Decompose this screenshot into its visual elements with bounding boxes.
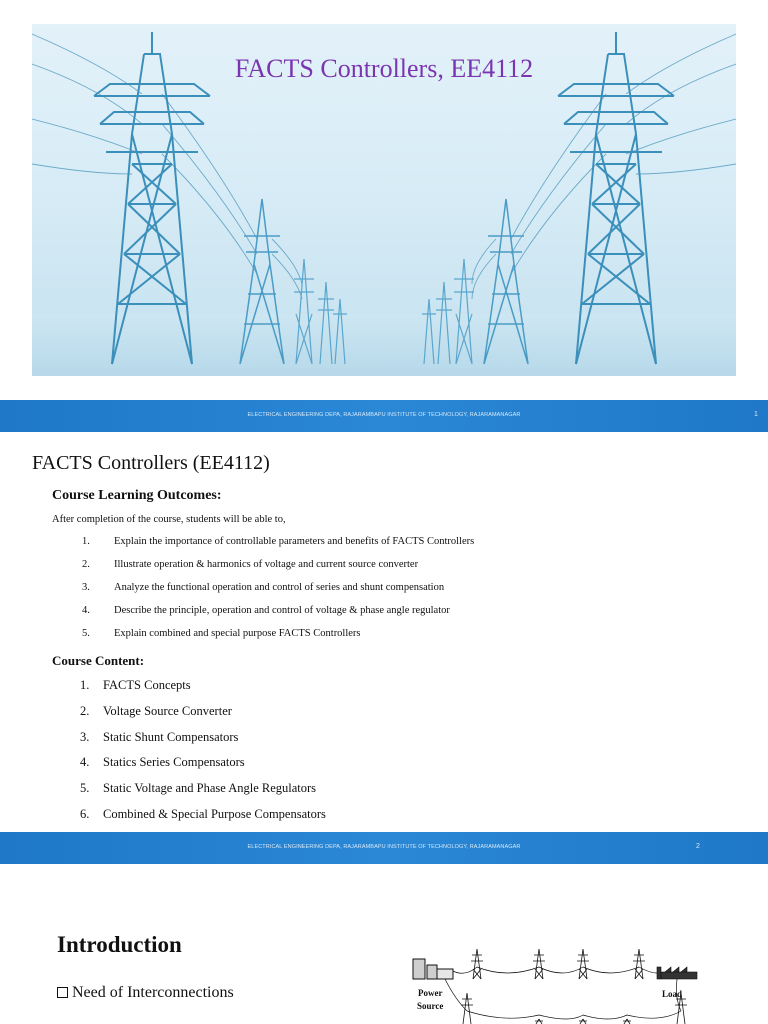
footer-text: ELECTRICAL ENGINEERING DEPA, RAJARAMBAPU INSTITUTE OF TECHNOLOGY, RAJARAMANAGAR — [247, 412, 521, 418]
pylon-icon — [461, 949, 687, 1024]
footer-text: ELECTRICAL ENGINEERING DEPA, RAJARAMBAPU INSTITUTE OF TECHNOLOGY, RAJARAMANAGAR — [247, 844, 521, 850]
list-item: 2. Voltage Source Converter — [80, 703, 232, 718]
list-item: 6. Combined & Special Purpose Compensators — [80, 806, 326, 821]
title-banner — [32, 24, 736, 376]
outcomes-heading: Course Learning Outcomes: — [52, 488, 222, 503]
bullet-item: Need of Interconnections — [57, 984, 234, 1002]
slide-1-title: FACTS Controllers, EE4112 — [234, 54, 534, 83]
content-list — [52, 678, 732, 833]
list-item: 3. Static Shunt Compensators — [80, 729, 239, 744]
list-item: 4. Statics Series Compensators — [80, 755, 245, 770]
slide-2 — [0, 432, 768, 864]
slide-3-title: Introduction — [57, 932, 182, 957]
slide-2-title: FACTS Controllers (EE4112) — [32, 452, 270, 474]
factory-icon — [657, 967, 697, 979]
checkbox-bullet-icon — [57, 987, 68, 998]
list-item: 5. Static Voltage and Phase Angle Regulators — [80, 781, 317, 796]
list-item: 1. Explain the importance of controllable parameters and benefits of FACTS Controllers — [82, 536, 475, 547]
list-item: 3. Analyze the functional operation and control of series and shunt compensation — [82, 582, 445, 593]
interconnection-diagram — [405, 939, 705, 1024]
list-item: 2. Illustrate operation & harmonics of voltage and current source converter — [82, 559, 419, 570]
load-label: Load — [662, 989, 683, 999]
slide-3 — [0, 864, 768, 1024]
outcomes-intro: After completion of the course, students will be able to, — [52, 514, 286, 525]
page-number: 1 — [754, 411, 758, 418]
content-heading: Course Content: — [52, 653, 145, 668]
power-source-label: Power — [418, 988, 443, 998]
list-item: 1. FACTS Concepts — [80, 678, 191, 692]
slide-1-footer — [0, 400, 768, 432]
power-plant-icon — [413, 959, 453, 979]
slide-2-footer — [0, 832, 768, 864]
power-source-label: Source — [417, 1001, 444, 1011]
page-number: 2 — [696, 843, 700, 850]
slide-1 — [0, 0, 768, 432]
list-item: 4. Describe the principle, operation and control of voltage & phase angle regulator — [82, 605, 450, 616]
list-item: 5. Explain combined and special purpose FACTS Controllers — [82, 628, 361, 639]
outcomes-list — [52, 536, 732, 651]
